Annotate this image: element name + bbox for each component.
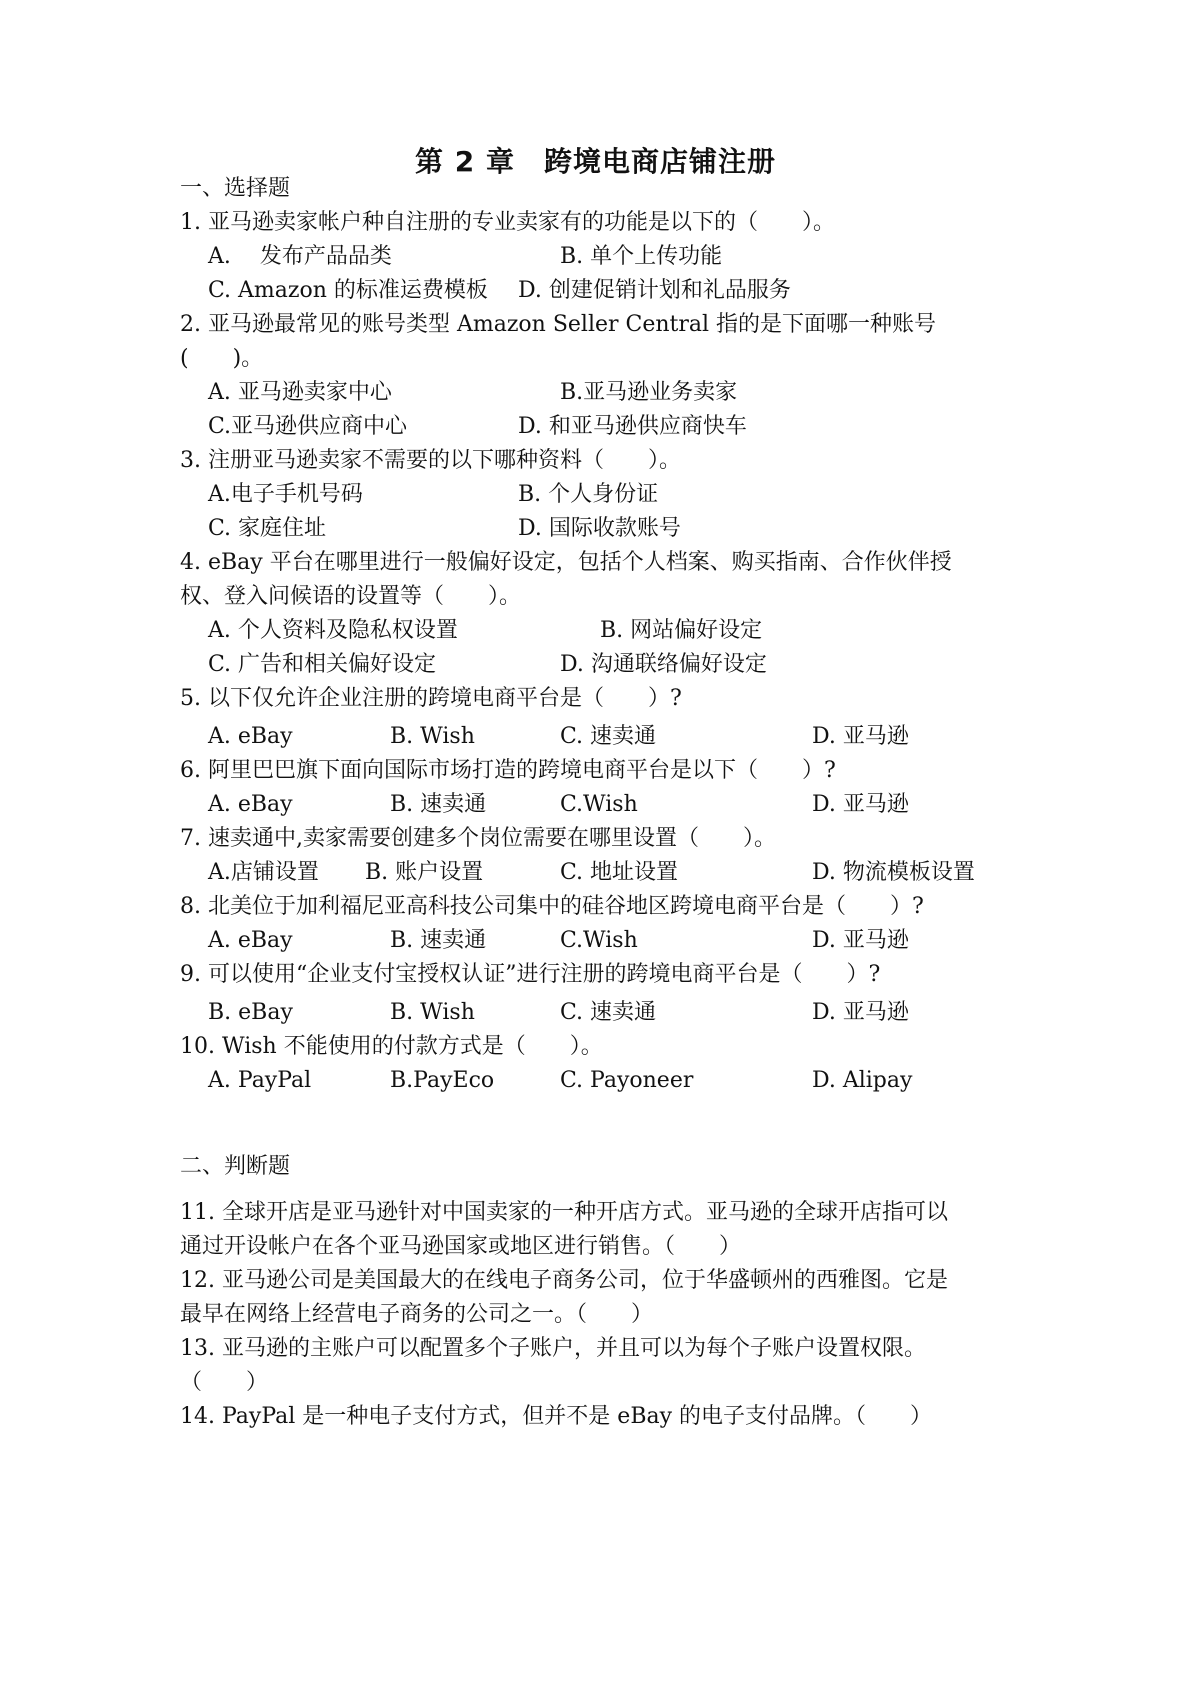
question-11-text: 11. 全球开店是亚马逊针对中国卖家的一种开店方式。亚马逊的全球开店指可以 (180, 1200, 948, 1225)
question-2-text: 2. 亚马逊最常见的账号类型 Amazon Seller Central 指的是下面哪一种账号 (180, 312, 937, 337)
section-heading-choice: 一、选择题 (180, 176, 291, 201)
question-7-option-c: C. 地址设置 (560, 860, 679, 885)
question-7-option-b: B. 账户设置 (365, 860, 484, 885)
question-6-option-d: D. 亚马逊 (812, 792, 909, 817)
question-12-text-cont: 最早在网络上经营电子商务的公司之一。（ ） (180, 1302, 654, 1327)
question-5-option-d: D. 亚马逊 (812, 724, 909, 749)
question-1-option-d: D. 创建促销计划和礼品服务 (518, 278, 791, 303)
question-3-text: 3. 注册亚马逊卖家不需要的以下哪种资料（ ）。 (180, 448, 681, 473)
question-8-option-b: B. 速卖通 (390, 928, 487, 953)
question-4-text: 4. eBay 平台在哪里进行一般偏好设定，包括个人档案、购买指南、合作伙伴授 (180, 550, 952, 575)
question-13-text-cont: （ ） (180, 1370, 269, 1395)
question-4-text-cont: 权、登入问候语的设置等（ ）。 (180, 584, 522, 609)
question-9-text: 9. 可以使用“企业支付宝授权认证”进行注册的跨境电商平台是（ ）? (180, 962, 881, 987)
question-2-option-d: D. 和亚马逊供应商快车 (518, 414, 747, 439)
question-9-option-a: B. eBay (208, 1000, 293, 1025)
question-4-option-a: A. 个人资料及隐私权设置 (208, 618, 458, 643)
question-6-option-c: C.Wish (560, 792, 638, 817)
question-2-text-cont: ( )。 (180, 346, 264, 371)
question-12-text: 12. 亚马逊公司是美国最大的在线电子商务公司，位于华盛顿州的西雅图。它是 (180, 1268, 948, 1293)
question-2-option-a: A. 亚马逊卖家中心 (208, 380, 392, 405)
question-1-option-b: B. 单个上传功能 (560, 244, 723, 269)
question-8-option-a: A. eBay (208, 928, 293, 953)
question-1-option-c: C. Amazon 的标准运费模板 (208, 278, 488, 303)
question-10-option-b: B.PayEco (390, 1068, 495, 1093)
question-9-option-b: B. Wish (390, 1000, 475, 1025)
question-6-option-b: B. 速卖通 (390, 792, 487, 817)
question-7-option-d: D. 物流模板设置 (812, 860, 975, 885)
question-1-text: 1. 亚马逊卖家帐户种自注册的专业卖家有的功能是以下的（ ）。 (180, 210, 835, 235)
question-5-option-c: C. 速卖通 (560, 724, 657, 749)
question-1-option-a: A. 发布产品品类 (208, 244, 392, 269)
page-title: 第 2 章 跨境电商店铺注册 (415, 145, 776, 178)
question-3-option-c: C. 家庭住址 (208, 516, 327, 541)
question-9-option-c: C. 速卖通 (560, 1000, 657, 1025)
question-8-option-c: C.Wish (560, 928, 638, 953)
question-4-option-b: B. 网站偏好设定 (600, 618, 763, 643)
question-10-option-c: C. Payoneer (560, 1068, 694, 1093)
question-14-text: 14. PayPal 是一种电子支付方式，但并不是 eBay 的电子支付品牌。（ ） (180, 1404, 933, 1429)
question-5-option-b: B. Wish (390, 724, 475, 749)
question-9-option-d: D. 亚马逊 (812, 1000, 909, 1025)
question-3-option-b: B. 个人身份证 (518, 482, 659, 507)
question-3-option-d: D. 国际收款账号 (518, 516, 681, 541)
question-10-option-a: A. PayPal (208, 1068, 312, 1093)
question-8-text: 8. 北美位于加利福尼亚高科技公司集中的硅谷地区跨境电商平台是（ ）? (180, 894, 924, 919)
section-heading-judgment: 二、判断题 (180, 1154, 291, 1179)
question-2-option-b: B.亚马逊业务卖家 (560, 380, 738, 405)
question-13-text: 13. 亚马逊的主账户可以配置多个子账户，并且可以为每个子账户设置权限。 (180, 1336, 926, 1361)
question-10-text: 10. Wish 不能使用的付款方式是（ ）。 (180, 1034, 603, 1059)
question-6-text: 6. 阿里巴巴旗下面向国际市场打造的跨境电商平台是以下（ ）? (180, 758, 836, 783)
question-7-option-a: A.店铺设置 (208, 860, 319, 885)
question-3-option-a: A.电子手机号码 (208, 482, 363, 507)
question-5-option-a: A. eBay (208, 724, 293, 749)
question-4-option-d: D. 沟通联络偏好设定 (560, 652, 767, 677)
question-6-option-a: A. eBay (208, 792, 293, 817)
question-10-option-d: D. Alipay (812, 1068, 913, 1093)
question-5-text: 5. 以下仅允许企业注册的跨境电商平台是（ ）? (180, 686, 682, 711)
question-7-text: 7. 速卖通中,卖家需要创建多个岗位需要在哪里设置（ ）。 (180, 826, 776, 851)
question-11-text-cont: 通过开设帐户在各个亚马逊国家或地区进行销售。（ ） (180, 1234, 742, 1259)
question-4-option-c: C. 广告和相关偏好设定 (208, 652, 437, 677)
question-8-option-d: D. 亚马逊 (812, 928, 909, 953)
question-2-option-c: C.亚马逊供应商中心 (208, 414, 408, 439)
